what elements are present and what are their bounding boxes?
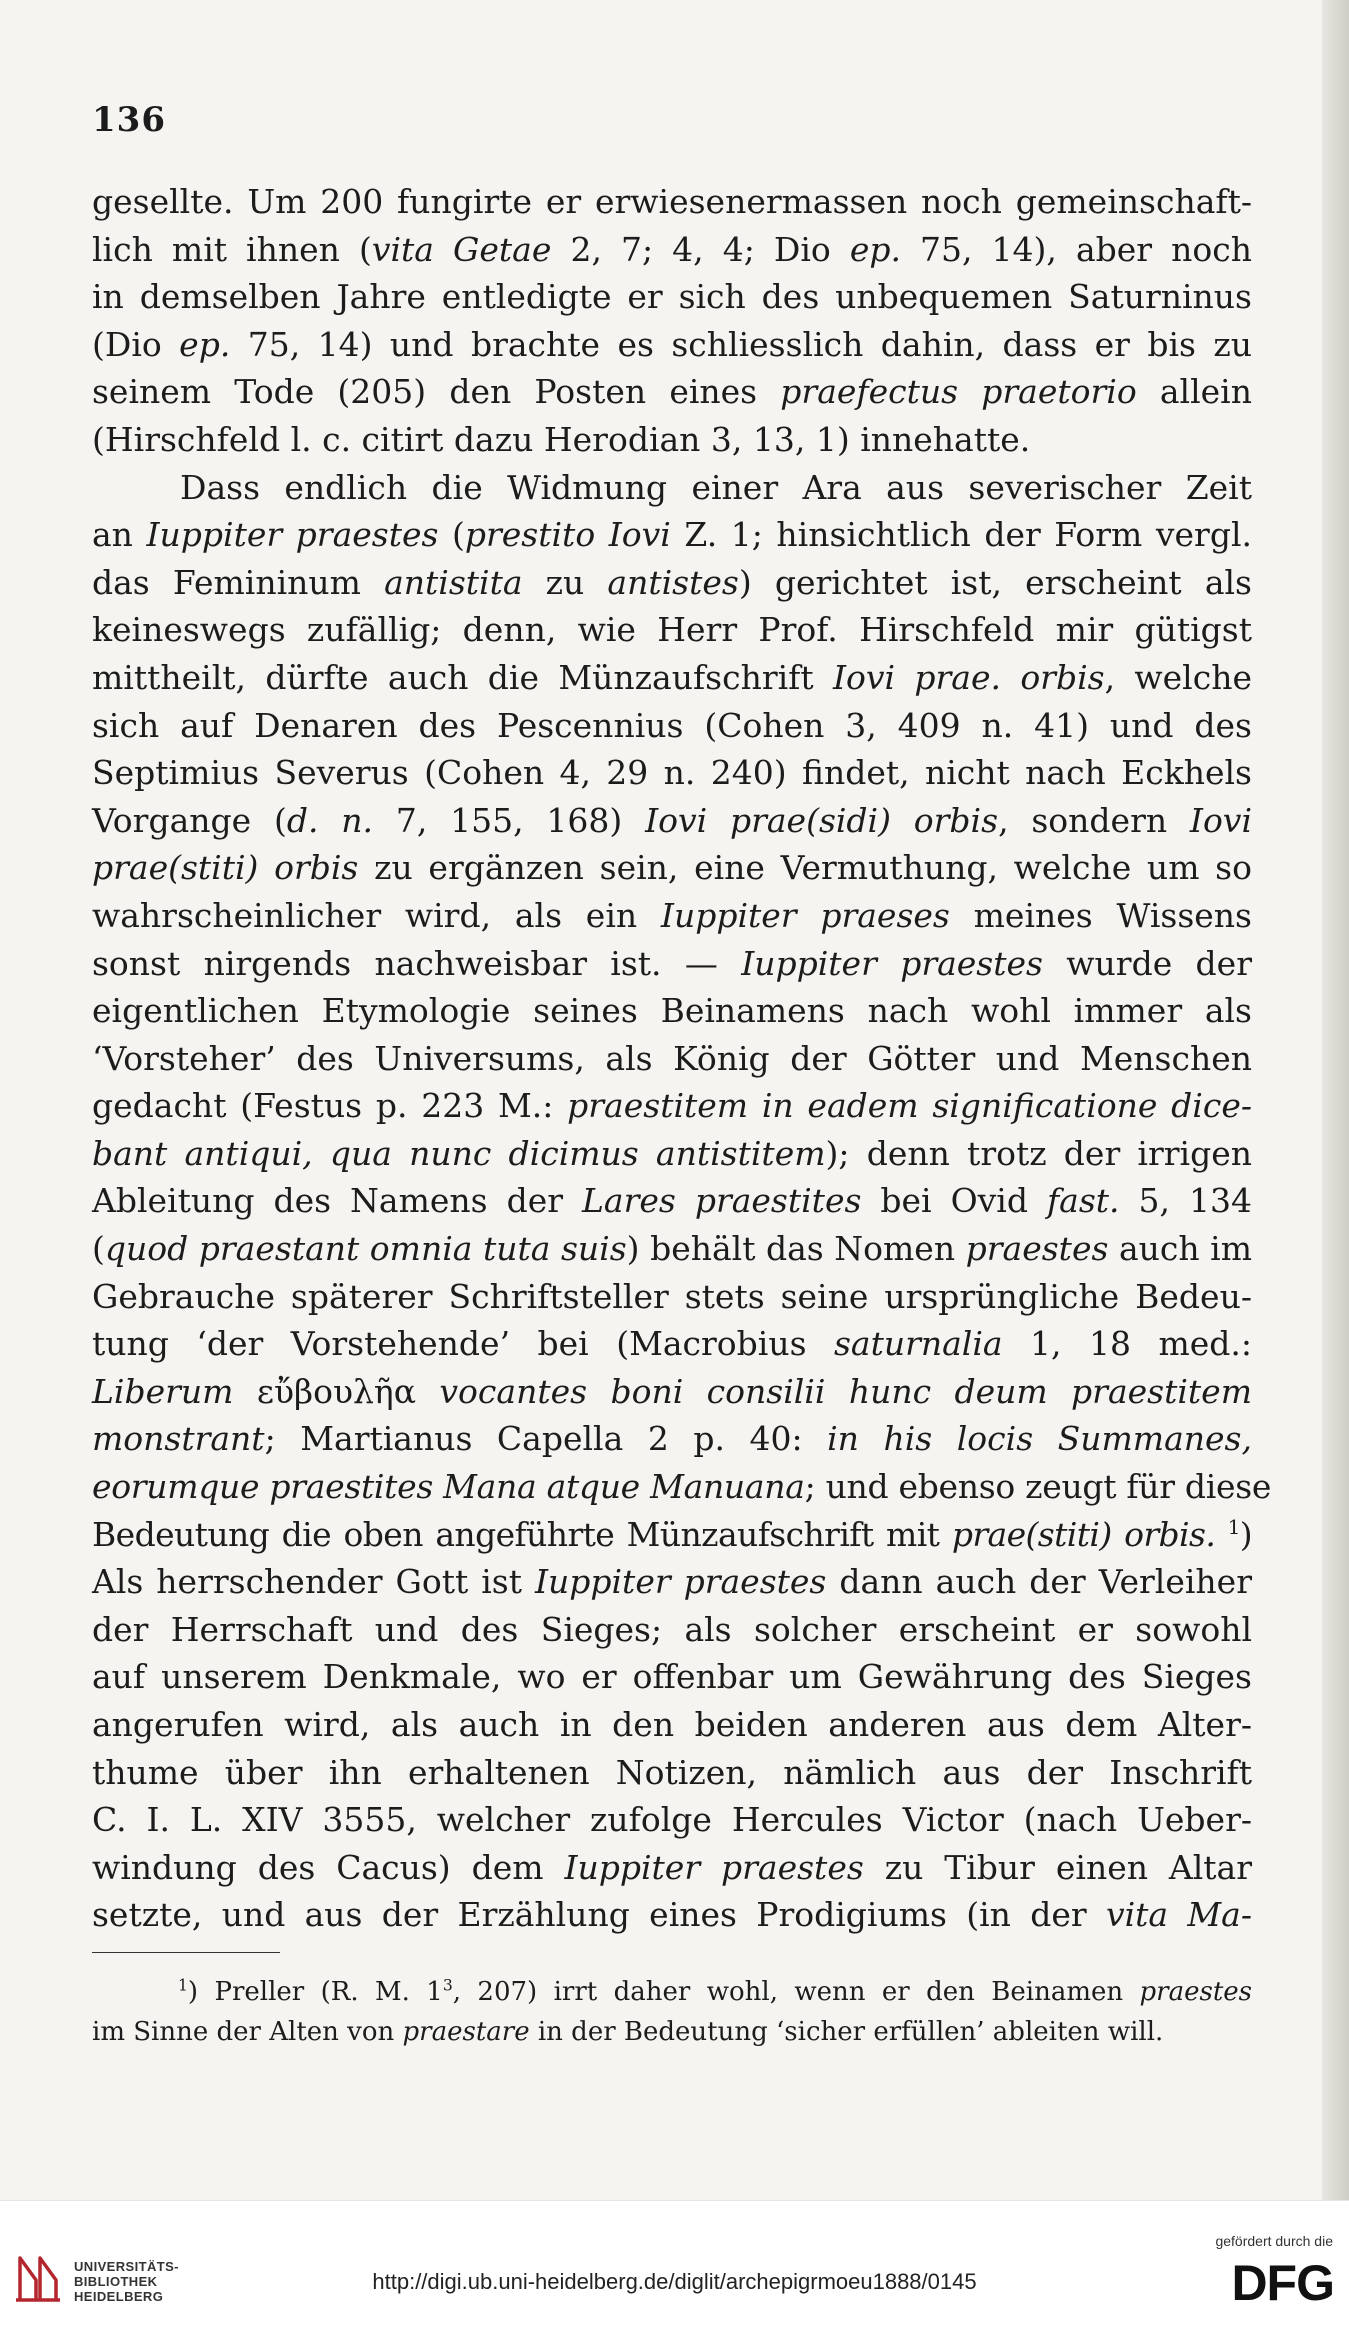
text-line: auf unserem Denkmale, wo er offenbar um Gewährung des Sieges [92, 1657, 1252, 1697]
text-line: (Hirschfeld l. c. citirt dazu Herodian 3, 13, 1) innehatte. [92, 419, 1031, 459]
text-line: seinem Tode (205) den Posten eines praefectus praetorio allein [92, 372, 1252, 412]
text-line: Dass endlich die Widmung einer Ara aus severischer Zeit [180, 467, 1252, 507]
text-line: setzte, und aus der Erzählung eines Prodigiums (in der vita Ma- [92, 1895, 1252, 1935]
text-line: (quod praestant omnia tuta suis) behält das Nomen praestes auch im [92, 1229, 1252, 1269]
text-line: C. I. L. XIV 3555, welcher zufolge Hercules Victor (nach Ueber- [92, 1800, 1252, 1840]
text-line: gesellte. Um 200 fungirte er erwiesenermassen noch gemeinschaft- [92, 182, 1252, 221]
footnote-line: im Sinne der Alten von praestare in der Bedeutung ‘sicher erfüllen’ ableiten will. [92, 2017, 1164, 2047]
text-line: windung des Cacus) dem Iuppiter praestes zu Tibur einen Altar [92, 1847, 1252, 1887]
footnote-line: $^1$) Preller (R. M. $1^3$, 207) irrt daher wohl, wenn er den Beinamen praestes [178, 1976, 1253, 2007]
page-edge-shadow [1322, 0, 1349, 2200]
text-line: eigentlichen Etymologie seines Beinamens nach wohl immer als [92, 991, 1252, 1031]
text-line: Ableitung des Namens der Lares praestites bei Ovid fast. 5, 134 [92, 1181, 1252, 1221]
text-line: an Iuppiter praestes (prestito Iovi Z. 1; hinsichtlich der Form vergl. [92, 515, 1252, 555]
text-line: bant antiqui, qua nunc dicimus antistitem); denn trotz der irrigen [92, 1133, 1252, 1173]
text-line: keineswegs zufällig; denn, wie Herr Prof. Hirschfeld mir gütigst [92, 610, 1252, 650]
institution-line: HEIDELBERG [74, 2289, 164, 2304]
text-line: monstrant; Martianus Capella 2 p. 40: in his locis Summanes, [92, 1419, 1252, 1459]
text-line: wahrscheinlicher wird, als ein Iuppiter praeses meines Wissens [92, 895, 1252, 935]
text-line: (Dio ep. 75, 14) und brachte es schliesslich dahin, dass er bis zu [92, 324, 1252, 364]
page-number: 136 [92, 100, 166, 140]
text-line: eorumque praestites Mana atque Manuana; und ebenso zeugt für diese [92, 1467, 1272, 1507]
footnote [92, 1972, 1252, 2052]
text-line: sich auf Denaren des Pescennius (Cohen 3, 409 n. 41) und des [92, 705, 1252, 745]
text-line: Bedeutung die oben angeführte Münzaufschrift mit prae(stiti) orbis. $^1$) [92, 1514, 1252, 1554]
institution-line: BIBLIOTHEK [74, 2274, 158, 2289]
text-line: Als herrschender Gott ist Iuppiter praestes dann auch der Verleiher [92, 1562, 1252, 1602]
body-text [92, 178, 1272, 1939]
text-line: angerufen wird, als auch in den beiden anderen aus dem Alter- [92, 1705, 1252, 1744]
text-line: in demselben Jahre entledigte er sich des unbequemen Saturninus [92, 277, 1252, 317]
footnote-divider [92, 1952, 280, 1953]
text-line: mittheilt, dürfte auch die Münzaufschrift Iovi prae. orbis, welche [92, 657, 1252, 697]
text-line: thume über ihn erhaltenen Notizen, nämlich aus der Inschrift [92, 1752, 1252, 1792]
text-line: Gebrauche späterer Schriftsteller stets seine ursprüngliche Bedeu- [92, 1276, 1252, 1316]
text-line: tung ‘der Vorstehende’ bei (Macrobius saturnalia 1, 18 med.: [92, 1324, 1252, 1364]
text-line: gedacht (Festus p. 223 M.: praestitem in eadem significatione dice- [92, 1086, 1253, 1126]
permalink-url[interactable]: http://digi.ub.uni-heidelberg.de/diglit/archepigrmoeu1888/0145 [372, 2269, 977, 2294]
text-line: prae(stiti) orbis zu ergänzen sein, eine Vermuthung, welche um so [92, 848, 1252, 888]
text-line: ‘Vorsteher’ des Universums, als König der Götter und Menschen [92, 1038, 1252, 1078]
text-line: Vorgange (d. n. 7, 155, 168) Iovi prae(sidi) orbis, sondern Iovi [92, 800, 1253, 840]
text-line: lich mit ihnen (vita Getae 2, 7; 4, 4; Dio ep. 75, 14), aber noch [92, 229, 1252, 269]
institution-line: UNIVERSITÄTS- [74, 2259, 179, 2274]
text-line: das Femininum antistita zu antistes) gerichtet ist, erscheint als [92, 562, 1252, 602]
text-line: sonst nirgends nachweisbar ist. — Iuppiter praestes wurde der [92, 943, 1252, 983]
dfg-logo[interactable]: DFG [1231, 2255, 1334, 2311]
text-line: Liberum εὔβουλῆα vocantes boni consilii hunc deum praestitem [92, 1371, 1252, 1411]
text-line: Septimius Severus (Cohen 4, 29 n. 240) findet, nicht nach Eckhels [92, 753, 1252, 793]
text-line: der Herrschaft und des Sieges; als solcher erscheint er sowohl [92, 1609, 1252, 1649]
sponsor-note: gefördert durch die [1215, 2233, 1333, 2249]
